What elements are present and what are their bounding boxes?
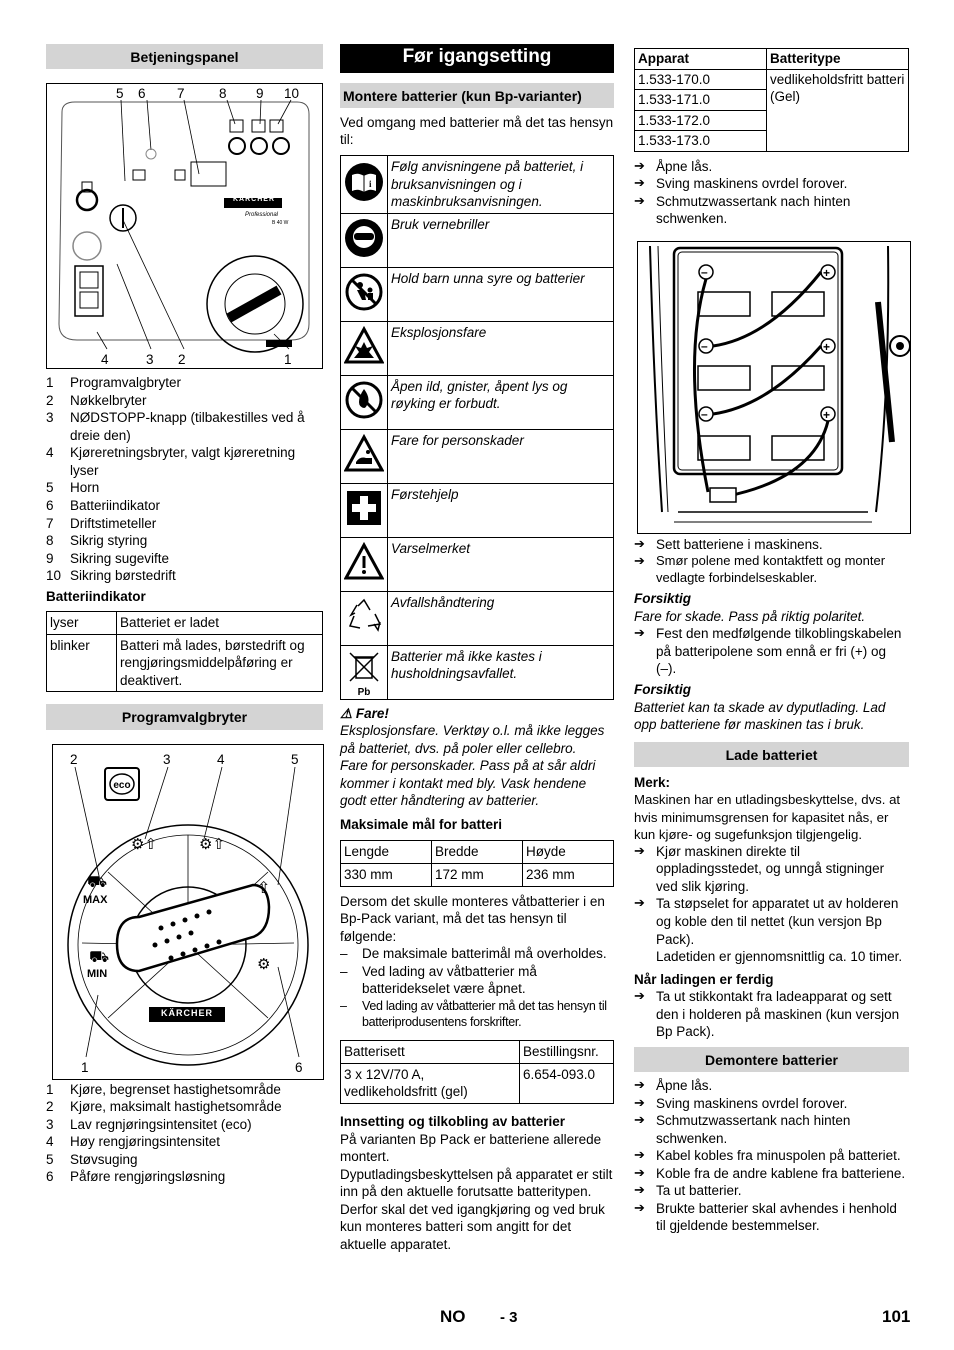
control-panel-figure — [46, 83, 323, 369]
list-item: ➔ Åpne lås. — [634, 157, 713, 174]
legend-item: 4 Kjøreretningsbryter, valgt kjøreretning lyser — [46, 445, 296, 478]
legend-item: 10 Sikring børstedrift — [46, 568, 176, 584]
panel-label-1: 1 — [284, 352, 292, 368]
section-heading-program-selector: Programvalgbryter — [46, 704, 323, 729]
danger-text-2: Fare for personskader. Pass på at sår aldri kommer i kontakt med bly. Vask hendene godt etter håndtering av batterier. — [340, 758, 596, 809]
panel-label-4: 4 — [101, 352, 109, 368]
arrow-icon: ➔ — [634, 192, 645, 208]
list-item: – De maksimale batterimål må overholdes. — [340, 946, 607, 962]
panel-label-10: 10 — [284, 86, 300, 102]
note-label: Merk: — [634, 774, 671, 790]
arrow-icon: ➔ — [634, 553, 645, 569]
legend-item: 9 Sikring sugevifte — [46, 550, 170, 566]
panel-label-6: 6 — [138, 86, 146, 102]
battery-compartment-figure — [637, 241, 911, 534]
list-item: ➔ Åpne lås. — [634, 1077, 713, 1094]
list-item: ➔ Sett batteriene i maskinens. — [634, 535, 823, 552]
panel-label-7: 7 — [177, 86, 185, 102]
legend-item: 1 Programvalgbryter — [46, 375, 182, 391]
arrow-icon: ➔ — [634, 1077, 645, 1093]
panel-brand-logo: KÄRCHER — [233, 196, 275, 204]
list-item: ➔ Schmutzwassertank nach hinten schwenken. — [634, 192, 851, 227]
list-item: – Ved lading av våtbatterier må batteridekselet være åpnet. — [340, 963, 537, 997]
no-fire-icon — [344, 380, 384, 420]
steps-insert — [634, 536, 909, 587]
danger-label: ⚠ Fare! — [340, 705, 389, 721]
legend-item: 4 Høy rengjøringsintensitet — [46, 1134, 221, 1150]
arrow-icon: ➔ — [634, 1112, 645, 1128]
table-row: 1.533-170.0 vedlikeholdsfritt batteri (Gel) — [635, 69, 909, 90]
battery-set-table — [340, 1040, 614, 1104]
high-clean-icon: ⚙⇧ — [199, 835, 226, 853]
list-item: ➔ Ta ut batterier. — [634, 1182, 742, 1199]
steps-remove — [634, 1077, 909, 1235]
table-row: Bruk vernebriller — [341, 213, 614, 267]
panel-label-8: 8 — [219, 86, 227, 102]
eco-icon: eco — [113, 779, 131, 791]
detergent-icon: ⚙ — [257, 955, 271, 973]
legend-item: 7 Driftstimeteller — [46, 515, 157, 531]
table-row: Pb Batterier må ikke kastes i husholdningsavfallet. — [341, 645, 614, 699]
safety-symbols-table — [340, 155, 614, 700]
legend-item: 5 Horn — [46, 480, 100, 496]
table-row: i Følg anvisningene på batteriet, i bruksanvisningen og i maskinbruksanvisningen. — [341, 155, 614, 213]
charge-time-text: Ladetiden er gjennomsnittlig ca. 10 timer. — [656, 949, 903, 965]
arrow-icon: ➔ — [634, 1147, 645, 1163]
table-row: Hold barn unna syre og batterier — [341, 267, 614, 321]
list-item: ➔ Kabel kobles fra minuspolen på batteriet. — [634, 1147, 901, 1164]
corrosive-icon — [344, 434, 384, 474]
svg-text:+: + — [823, 339, 831, 354]
insert-text-2: Dyputladingsbeskyttelsen på apparatet er stilt inn på den aktuelle forutsatte batteritypen. Derfor skal det ved igangkjøring og ved bruk kun monteres batteri som angitt for det aktuelle apparatet. — [340, 1166, 613, 1252]
insert-batteries-heading: Innsetting og tilkobling av batterier — [340, 1113, 566, 1129]
table-row: Apparat Batteritype — [635, 49, 909, 70]
arrow-icon: ➔ — [634, 842, 645, 858]
legend-item: 3 Lav regnjøringsintensitet (eco) — [46, 1116, 252, 1132]
column-middle — [340, 44, 614, 1253]
panel-model-text: B 40 W — [272, 220, 289, 227]
arrow-icon: ➔ — [634, 1182, 645, 1198]
drive-max-icon: ⛟ — [87, 873, 108, 891]
dial-label-5: 5 — [291, 751, 299, 767]
list-item: ➔ Sving maskinens ovrdel forover. — [634, 1094, 848, 1111]
warning-icon — [344, 542, 384, 582]
dial-brand-logo: KÄRCHER — [161, 1007, 213, 1018]
lead-symbol-label: Pb — [357, 687, 371, 699]
column-right — [634, 48, 909, 1235]
column-left — [46, 44, 323, 1186]
arrow-icon: ➔ — [634, 175, 645, 191]
battery-compartment-drawing — [638, 242, 910, 533]
section-heading-charge-battery: Lade batteriet — [634, 742, 909, 767]
table-row: Varselmerket — [341, 537, 614, 591]
table-row: 1.533-171.0 — [635, 90, 909, 111]
svg-text:–: – — [701, 406, 708, 421]
arrow-icon: ➔ — [634, 895, 645, 911]
intro-text: Ved omgang med batterier må det tas hensyn til: — [340, 114, 614, 148]
legend-item: 8 Sikrig styring — [46, 533, 148, 549]
insert-text-1: På varianten Bp Pack er batteriene allerede montert. — [340, 1131, 602, 1165]
arrow-icon: ➔ — [634, 157, 645, 173]
page-title: Før igangsetting — [340, 44, 614, 73]
max-dimensions-heading: Maksimale mål for batteri — [340, 816, 503, 832]
table-row: Førstehjelp — [341, 483, 614, 537]
control-panel-legend — [46, 374, 323, 585]
svg-text:+: + — [823, 407, 831, 422]
recycle-icon — [344, 596, 384, 636]
legend-item: 3 NØDSTOPP-knapp (tilbakestilles ved å dreie den) — [46, 410, 305, 443]
footer-language: NO — [440, 1307, 466, 1326]
arrow-icon: ➔ — [634, 1199, 645, 1215]
table-row: Avfallshåndtering — [341, 591, 614, 645]
table-row: lyser Batteriet er ladet — [47, 612, 323, 635]
max-speed-label: MAX — [83, 893, 108, 906]
program-selector-drawing — [53, 745, 323, 1079]
program-selector-figure — [52, 744, 324, 1080]
caution-text: Batteriet kan ta skade av dyputlading. Lad opp batteriene før maskinen tas i bruk. — [634, 699, 886, 733]
panel-label-9: 9 — [256, 86, 264, 102]
legend-item: 6 Påføre rengjøringsløsning — [46, 1169, 226, 1185]
table-row: 330 mm 172 mm 236 mm — [341, 863, 614, 886]
drive-min-icon: ⛟ — [89, 948, 110, 966]
min-speed-label: MIN — [87, 967, 108, 980]
apparatus-battery-table — [634, 48, 909, 152]
legend-item: 2 Nøkkelbryter — [46, 392, 147, 408]
arrow-icon: ➔ — [634, 1094, 645, 1110]
footer-page-number: 101 — [882, 1307, 911, 1326]
note-text: Maskinen har en utladingsbeskyttelse, dvs. at hvis minimumsgrensen for kapasitet nås, er kun kjøre- og sugefunksjon tilgjengelig. — [634, 792, 901, 842]
crossed-bin-icon — [344, 650, 384, 684]
list-item: ➔ Brukte batterier skal avhendes i henhold til gjeldende bestemmelser. — [634, 1199, 897, 1234]
footer-section-page: - 3 — [500, 1309, 518, 1326]
dial-label-3: 3 — [163, 751, 171, 767]
list-item: ➔ Smør polene med kontaktfett og monter vedlagte forbindelseskabler. — [634, 553, 886, 586]
first-aid-icon — [344, 488, 384, 528]
table-row: blinker Batteri må lades, børstedrift og rengjøringsmiddelpåføring er deaktivert. — [47, 634, 323, 692]
legend-item: 6 Batteriindikator — [46, 498, 161, 514]
panel-label-2: 2 — [178, 352, 186, 368]
table-row: Fare for personskader — [341, 429, 614, 483]
section-heading-control-panel: Betjeningspanel — [46, 44, 323, 69]
list-item: – Ved lading av våtbatterier må det tas hensyn til batteriprodusentens forskrifter. — [340, 998, 607, 1030]
battery-indicator-table — [46, 611, 323, 692]
table-row: Lengde Bredde Høyde — [341, 841, 614, 864]
program-selector-legend — [46, 1081, 323, 1186]
panel-professional-text: Professional — [245, 212, 279, 219]
svg-text:+: + — [823, 265, 831, 280]
dial-label-1: 1 — [81, 1059, 89, 1075]
goggles-icon — [344, 218, 384, 258]
arrow-icon: ➔ — [634, 535, 645, 551]
dial-label-2: 2 — [70, 751, 78, 767]
list-item: ➔ Sving maskinens ovrdel forover. — [634, 175, 848, 192]
arrow-icon: ➔ — [634, 1164, 645, 1180]
legend-item: 5 Støvsuging — [46, 1151, 138, 1167]
warning-icon: ⚠ — [340, 705, 356, 721]
table-row: 3 x 12V/70 A, vedlikeholdsfritt (gel) 6.654-093.0 — [341, 1063, 614, 1103]
caution-text: Fare for skade. Pass på riktig polaritet. — [634, 608, 866, 624]
eco-clean-icon: ⚙⇧ — [131, 835, 158, 853]
list-item: ➔ Ta ut stikkontakt fra ladeapparat og sett den i holderen på maskinen (kun versjon Bp Pack). — [634, 988, 900, 1040]
panel-label-3: 3 — [146, 352, 154, 368]
list-item: ➔ Kjør maskinen direkte til oppladingsstedet, og unngå stigninger ved slik kjøring. — [634, 842, 885, 894]
dial-label-4: 4 — [217, 751, 225, 767]
svg-text:–: – — [701, 264, 708, 279]
list-item: ➔ Koble fra de andre kablene fra batteriene. — [634, 1164, 906, 1181]
panel-label-5: 5 — [116, 86, 124, 102]
caution-label: Forsiktig — [634, 591, 692, 607]
keep-children-away-icon — [344, 272, 384, 312]
arrow-icon: ➔ — [634, 988, 645, 1004]
list-item: ➔ Ta støpselet for apparatet ut av holderen og koble den til nettet (kun versjon Bp Pack). — [634, 895, 899, 947]
table-row: Åpen ild, gnister, åpent lys og røyking er forbudt. — [341, 375, 614, 429]
section-heading-mount-batteries: Montere batterier (kun Bp-varianter) — [340, 83, 614, 108]
manual-icon — [344, 162, 384, 202]
section-heading-remove-batteries: Demontere batterier — [634, 1047, 909, 1072]
table-row: 1.533-172.0 — [635, 110, 909, 131]
dial-label-6: 6 — [295, 1059, 303, 1075]
explosion-icon — [344, 326, 384, 366]
list-item: ➔ Schmutzwassertank nach hinten schwenken. — [634, 1112, 851, 1146]
max-dimensions-table — [340, 840, 614, 886]
wet-battery-intro: Dersom det skulle monteres våtbatterier i en Bp-Pack variant, må det tas hensyn til følgende: — [340, 893, 605, 944]
charge-done-heading: Når ladingen er ferdig — [634, 971, 774, 987]
table-row: Eksplosjonsfare — [341, 321, 614, 375]
list-item: ➔ Fest den medfølgende tilkoblingskabelen på batteripolene som ennå er fri (+) og (–). — [634, 625, 902, 677]
legend-item: 2 Kjøre, maksimalt hastighetsområde — [46, 1099, 282, 1115]
caution-label: Forsiktig — [634, 681, 692, 697]
battery-indicator-heading: Batteriindikator — [46, 588, 146, 604]
danger-text-1: Eksplosjonsfare. Verktøy o.l. må ikke legges på batteriet, dvs. på poler eller cellebro. — [340, 723, 605, 756]
steps-open — [634, 158, 909, 228]
table-row: Batterisett Bestillingsnr. — [341, 1041, 614, 1064]
svg-text:i: i — [369, 179, 372, 190]
table-row: 1.533-173.0 — [635, 131, 909, 152]
svg-text:–: – — [701, 338, 708, 353]
legend-item: 1 Kjøre, begrenset hastighetsområde — [46, 1081, 281, 1097]
arrow-icon: ➔ — [634, 625, 645, 641]
vacuum-icon: ⇧ — [257, 879, 271, 897]
